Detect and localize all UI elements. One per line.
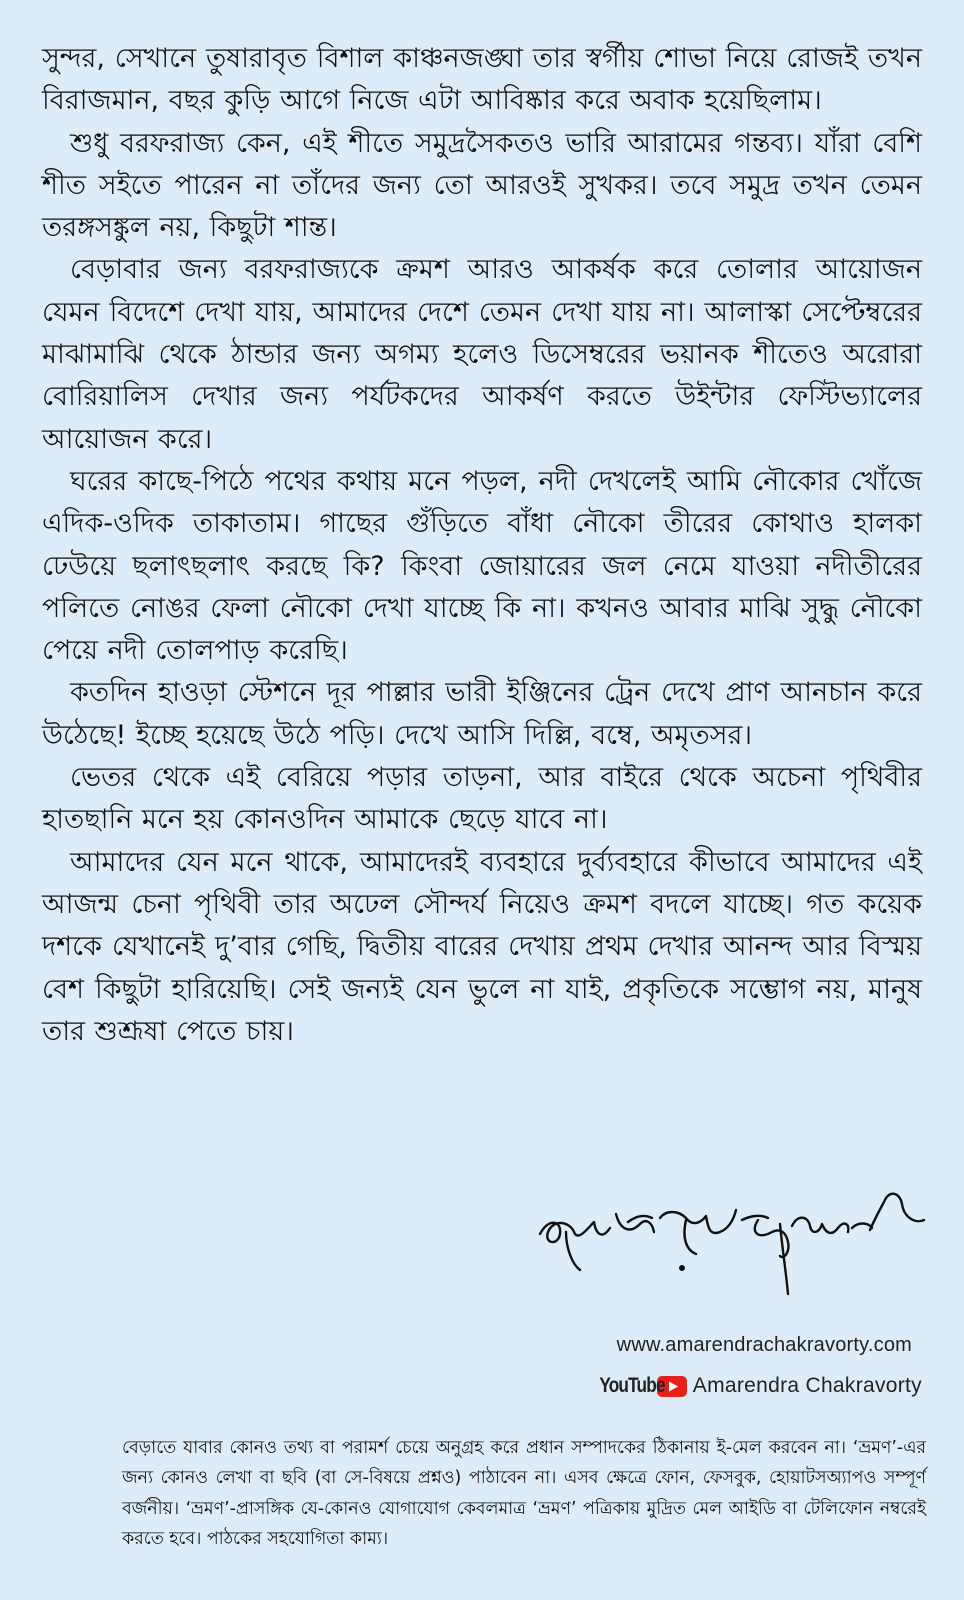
article-paragraph-5: কতদিন হাওড়া স্টেশনে দূর পাল্লার ভারী ইঞ্জিনের ট্রেন দেখে প্রাণ আনচান করে উঠেছে! ইচ্ছে হয়েছে উঠে পড়ি। দেখে আসি দিল্লি, বম্বে, অমৃতসর। [42, 677, 922, 751]
article-paragraph-3: বেড়াবার জন্য বরফরাজ্যকে ক্রমশ আরও আকর্ষক করে তোলার আয়োজন যেমন বিদেশে দেখা যায়, আমাদের দেশে তেমন দেখা যায় না। আলাস্কা সেপ্টেম্বরের মাঝামাঝি থেকে ঠান্ডার জন্য অগম্য হলেও ডিসেম্বরের ভয়ানক শীতেও অরোরা বোরিয়ালিস দেখার জন্য পর্যটকদের আকর্ষণ করতে উইন্টার ফেস্টিভ্যালের আয়োজন করে। [42, 254, 922, 455]
youtube-wordmark: YouTube [599, 1374, 665, 1397]
youtube-channel[interactable] [585, 1374, 922, 1398]
article-paragraph-1: সুন্দর, সেখানে তুষারাবৃত বিশাল কাঞ্চনজঙ্ঘা তার স্বর্গীয় শোভা নিয়ে রোজই তখন বিরাজমান, বছর কুড়ি আগে নিজে এটা আবিষ্কার করে অবাক হয়েছিলাম। [42, 43, 922, 117]
author-signature [536, 1188, 926, 1328]
article-paragraph-6: ভেতর থেকে এই বেরিয়ে পড়ার তাড়না, আর বাইরে থেকে অচেনা পৃথিবীর হাতছানি মনে হয় কোনওদিন আমাকে ছেড়ে যাবে না। [42, 762, 922, 836]
signature-drawing [536, 1188, 926, 1328]
youtube-channel-name: Amarendra Chakravorty [692, 1374, 922, 1397]
reader-notice: বেড়াতে যাবার কোনও তথ্য বা পরামর্শ চেয়ে অনুগ্রহ করে প্রধান সম্পাদকের ঠিকানায় ই-মেল করবেন না। ‘ভ্রমণ’-এর জন্য কোনও লেখা বা ছবি (বা সে-বিষয়ে প্রশ্নও) পাঠাবেন না। এসব ক্ষেত্রে ফোন, ফেসবুক, হোয়াটসঅ্যাপও সম্পূর্ণ বর্জনীয়। ‘ভ্রমণ’-প্রাসঙ্গিক যে-কোনও যোগাযোগ কেবলমাত্র ‘ভ্রমণ’ পত্রিকায় মুদ্রিত মেল আইডি বা টেলিফোন নম্বরেই করতে হবে। পাঠকের সহযোগিতা কাম্য। [122, 1438, 926, 1550]
article-paragraph-7: আমাদের যেন মনে থাকে, আমাদেরই ব্যবহারে দুর্ব্যবহারে কীভাবে আমাদের এই আজন্ম চেনা পৃথিবী তার অঢেল সৌন্দর্য নিয়েও ক্রমশ বদলে যাচ্ছে। গত কয়েক দশকে যেখানেই দু’বার গেছি, দ্বিতীয় বারের দেখায় প্রথম দেখার আনন্দ আর বিস্ময় বেশ কিছুটা হারিয়েছি। সেই জন্যই যেন ভুলে না যাই, প্রকৃতিকে সম্ভোগ নয়, মানুষ তার শুশ্রূষা পেতে চায়। [42, 846, 922, 1047]
article-paragraph-4: ঘরের কাছে-পিঠে পথের কথায় মনে পড়ল, নদী দেখলেই আমি নৌকোর খোঁজে এদিক-ওদিক তাকাতাম। গাছের গুঁড়িতে বাঁধা নৌকো তীরের কোথাও হালকা ঢেউয়ে ছলাৎছলাৎ করছে কি? কিংবা জোয়ারের জল নেমে যাওয়া নদীতীরের পলিতে নোঙর ফেলা নৌকো দেখা যাচ্ছে কি না। কখনও আবার মাঝি সুদ্ধু নৌকো পেয়ে নদী তোলপাড় করেছি। [42, 465, 922, 667]
website-url[interactable]: www.amarendrachakravorty.com [616, 1334, 912, 1356]
article-paragraph-2: শুধু বরফরাজ্য কেন, এই শীতে সমুদ্রসৈকতও ভারি আরামের গন্তব্য। যাঁরা বেশি শীত সইতে পারেন না তাঁদের জন্য তো আরওই সুখকর। তবে সমুদ্র তখন তেমন তরঙ্গসঙ্কুল নয়, কিছুটা শান্ত। [42, 127, 922, 244]
article-body [42, 38, 922, 1053]
